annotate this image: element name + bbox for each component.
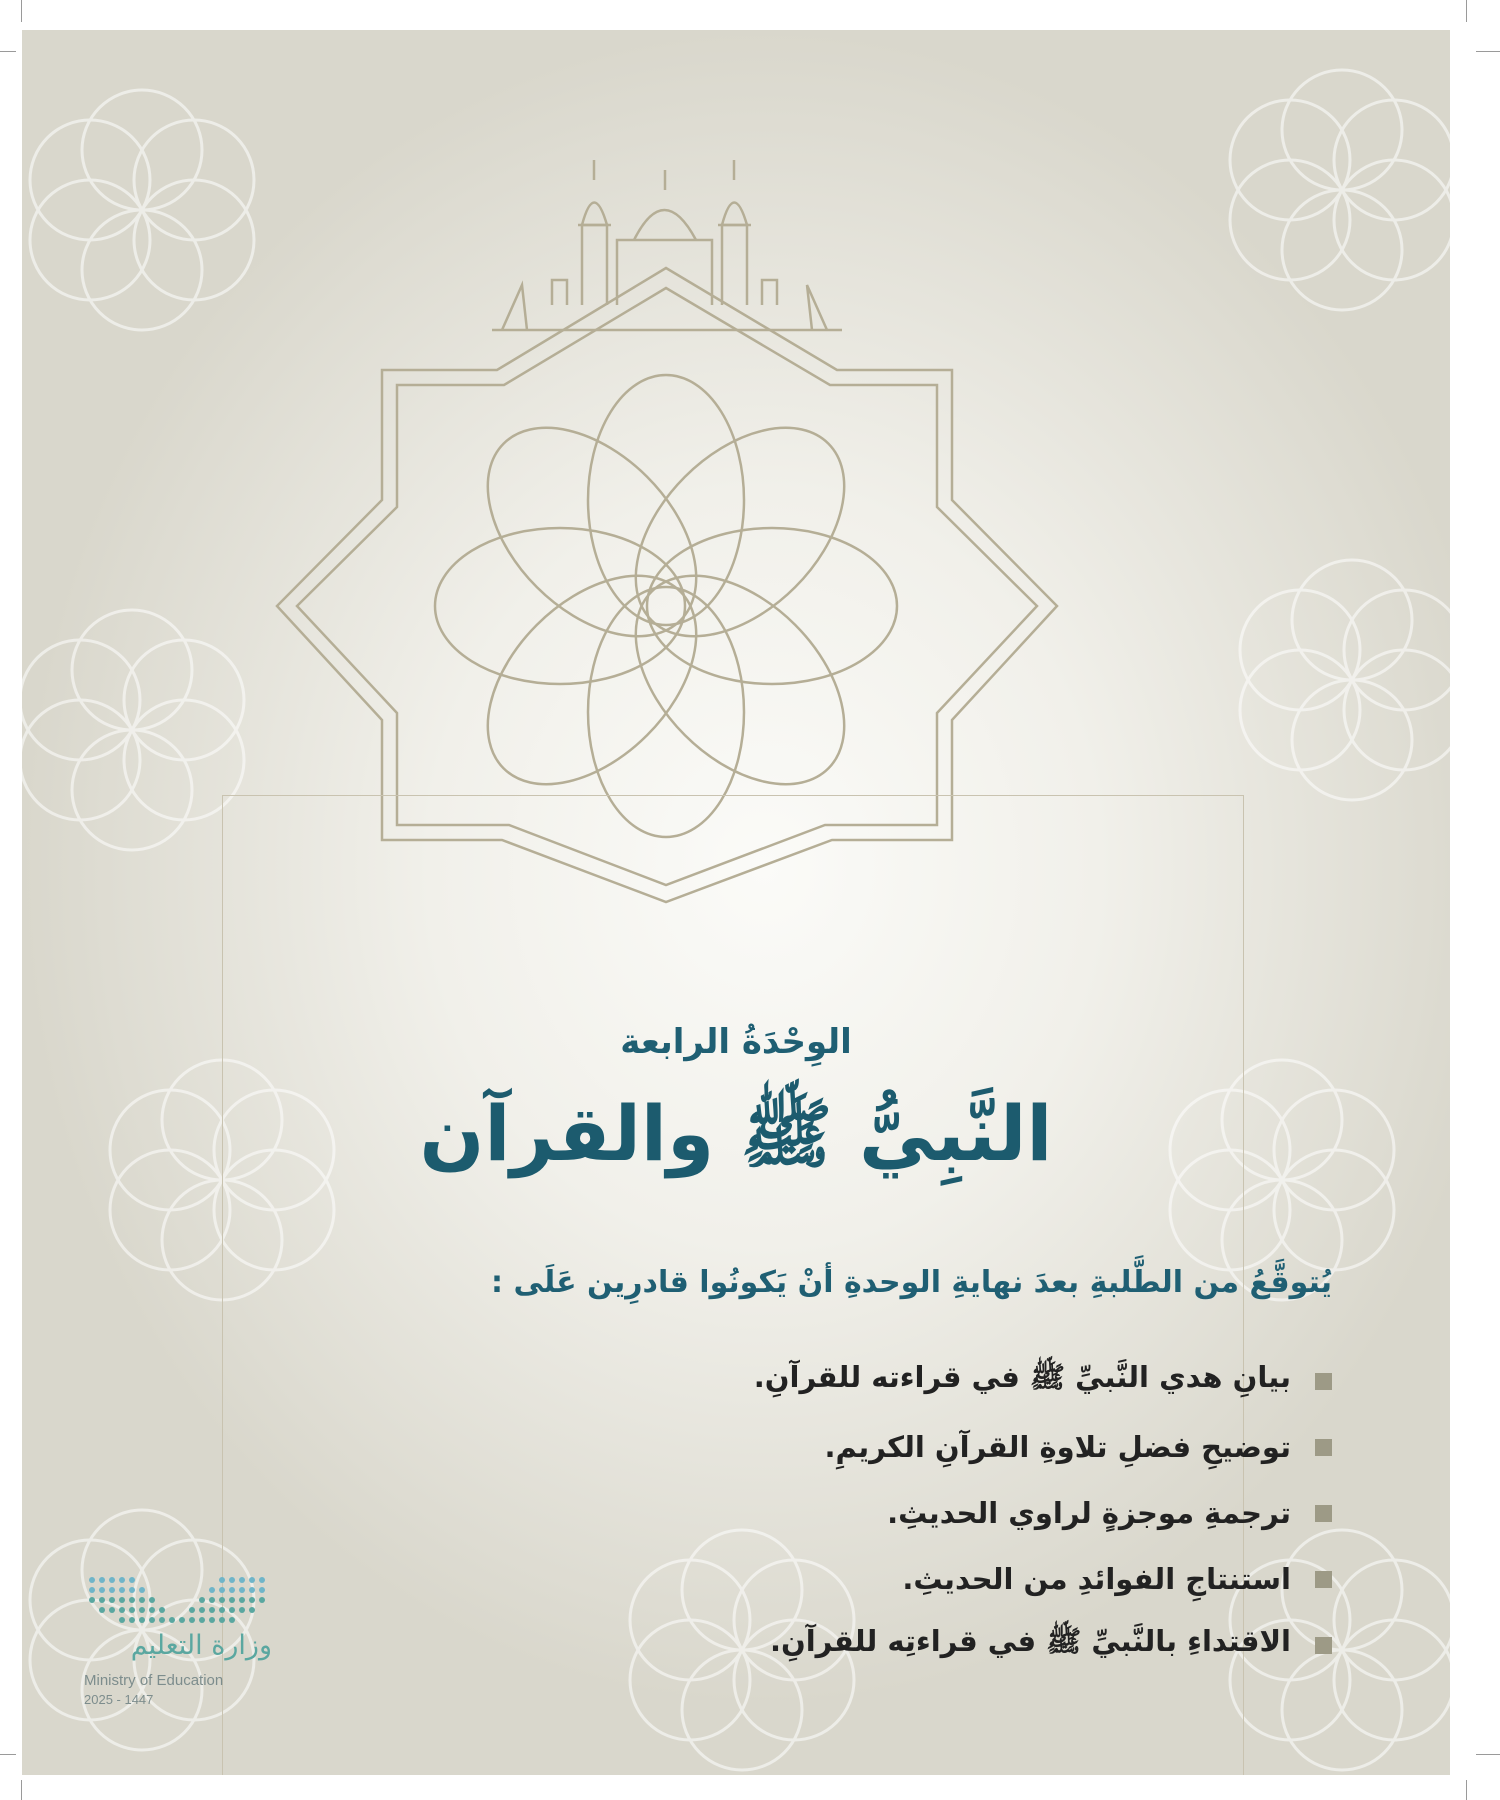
crop-mark: [21, 1780, 22, 1800]
unit-title: النَّبِيُّ ﷺ والقرآن: [419, 1089, 1053, 1178]
objective-text: ترجمةِ موجزةٍ لراوي الحديثِ.: [887, 1496, 1291, 1530]
crop-mark: [1466, 1780, 1467, 1800]
ministry-of-education-logo: [82, 1568, 282, 1738]
crop-mark: [1476, 51, 1500, 52]
crop-mark: [0, 1754, 16, 1755]
dotted-emblem-icon: [82, 1568, 272, 1628]
crop-mark: [1476, 1754, 1500, 1755]
square-bullet-icon: [1315, 1637, 1332, 1654]
book-page: [22, 30, 1450, 1775]
objective-item: [332, 1612, 1332, 1678]
objective-text: الاقتداءِ بالنَّبيِّ ﷺ في قراءتِه للقرآنِ.: [769, 1624, 1291, 1658]
objective-item: [332, 1546, 1332, 1612]
objectives-list: [332, 1348, 1332, 1678]
objective-item: [332, 1414, 1332, 1480]
edition-year: 2025 - 1447: [84, 1692, 154, 1707]
crop-mark: [0, 51, 16, 52]
objective-text: استنتاجِ الفوائدِ من الحديثِ.: [902, 1562, 1291, 1596]
objective-text: توضيحِ فضلِ تلاوةِ القرآنِ الكريمِ.: [824, 1430, 1291, 1464]
ministry-name-arabic: وزارة التعليم: [130, 1630, 272, 1661]
learning-outcomes-intro: يُتوقَّعُ من الطَّلبةِ بعدَ نهايةِ الوحدةِ أنْ يَكونُوا قادرِين عَلَى :: [491, 1265, 1332, 1300]
objective-text: بيانِ هدي النَّبيِّ ﷺ في قراءته للقرآنِ.: [753, 1360, 1291, 1394]
unit-number-label: الوِحْدَةُ الرابعة: [620, 1022, 852, 1062]
square-bullet-icon: [1315, 1505, 1332, 1522]
square-bullet-icon: [1315, 1571, 1332, 1588]
square-bullet-icon: [1315, 1439, 1332, 1456]
objective-item: [332, 1480, 1332, 1546]
square-bullet-icon: [1315, 1373, 1332, 1390]
objective-item: [332, 1348, 1332, 1414]
ministry-name-english: Ministry of Education: [84, 1672, 224, 1689]
crop-mark: [21, 0, 22, 22]
crop-mark: [1466, 0, 1467, 22]
